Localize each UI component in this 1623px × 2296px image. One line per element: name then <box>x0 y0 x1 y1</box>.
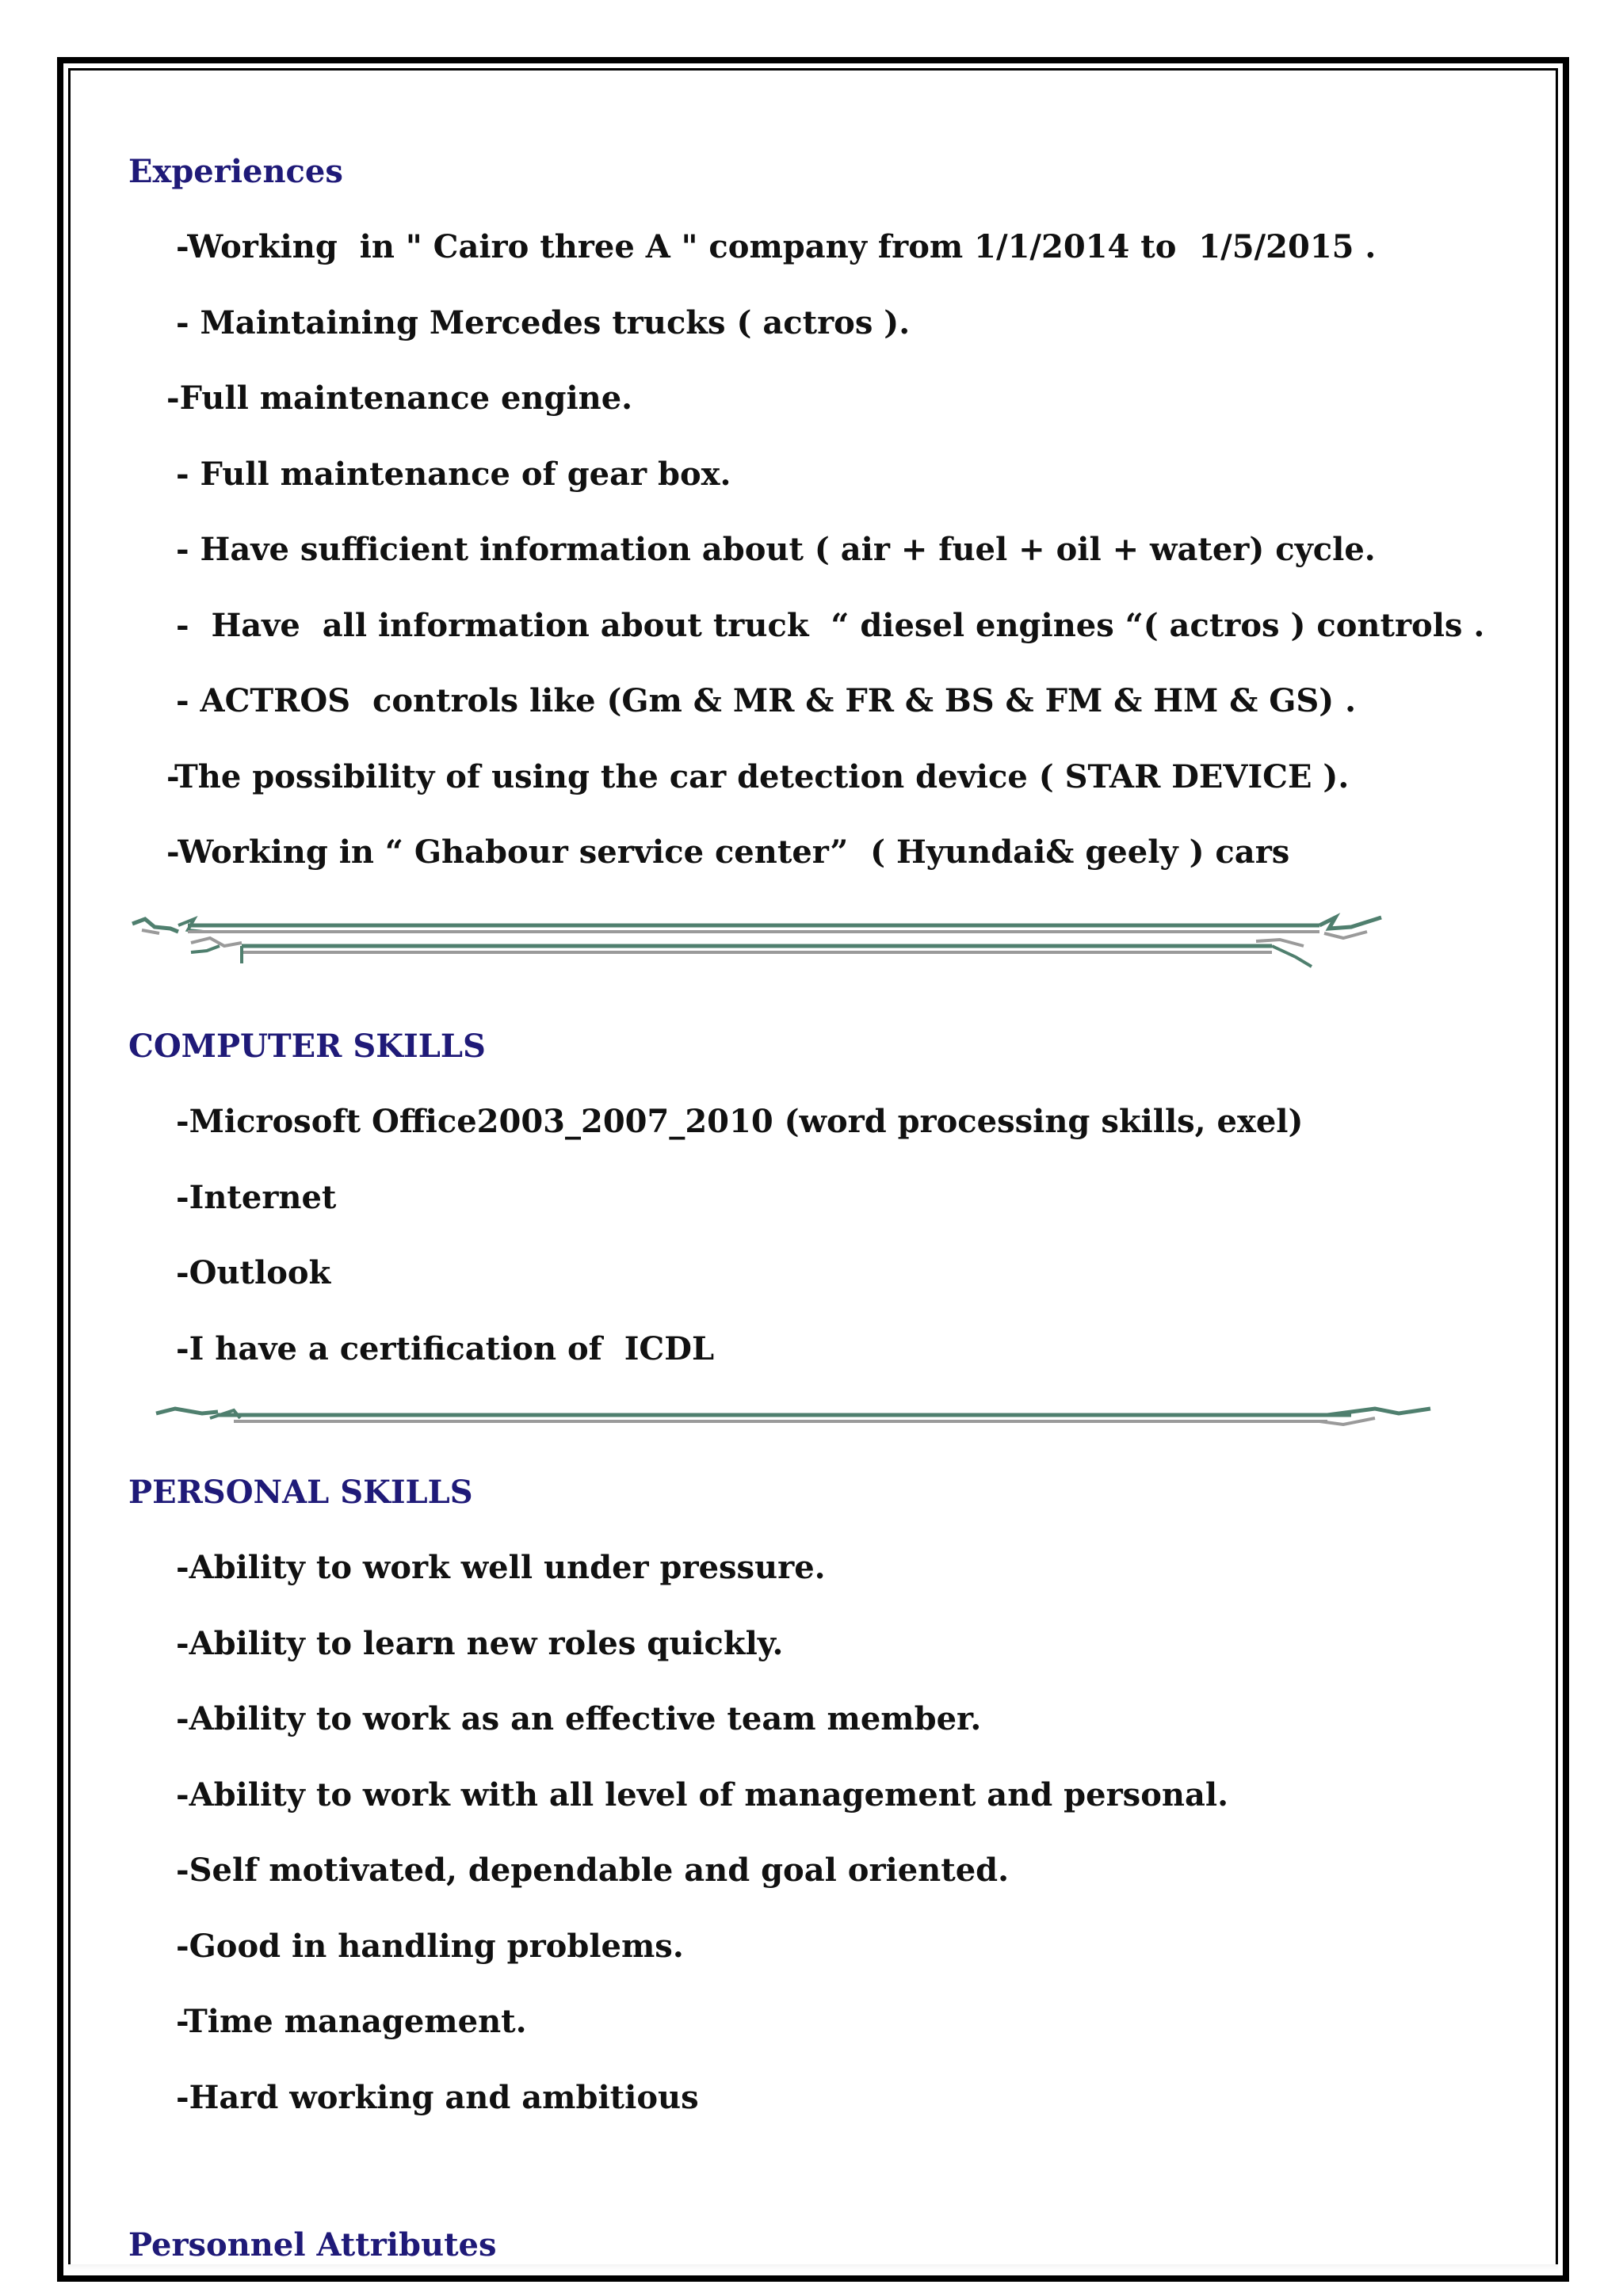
personnel-attributes-heading: Personnel Attributes <box>128 2226 497 2264</box>
experience-item: -Working in “ Ghabour service center” ( Hyundai& geely ) cars <box>166 833 1290 871</box>
experience-item: - ACTROS controls like (Gm & MR & FR & BS & FM & HM & GS) . <box>176 682 1357 719</box>
section-divider-ornament <box>131 911 1383 974</box>
personal-skill-item: -Time management. <box>176 2003 527 2040</box>
section-divider-ornament <box>155 1401 1438 1432</box>
personal-skill-item: -Ability to work with all level of management and personal. <box>176 1776 1228 1814</box>
experience-item: - Full maintenance of gear box. <box>176 456 731 493</box>
personal-skills-heading: PERSONAL SKILLS <box>128 1474 473 1511</box>
page-bottom-shade <box>68 2264 1558 2271</box>
experience-item: -Full maintenance engine. <box>166 379 633 417</box>
experience-item: - Maintaining Mercedes trucks ( actros ). <box>176 304 911 341</box>
experiences-heading: Experiences <box>128 153 343 190</box>
experience-item: - Have all information about truck “ diesel engines “( actros ) controls . <box>176 607 1485 644</box>
experience-item: - Have sufficient information about ( air + fuel + oil + water) cycle. <box>176 531 1376 568</box>
personal-skill-item: -Ability to work well under pressure. <box>176 1549 826 1586</box>
computer-skill-item: -Microsoft Office2003_2007_2010 (word processing skills, exel) <box>176 1103 1304 1140</box>
computer-skill-item: -Internet <box>176 1179 337 1216</box>
personal-skill-item: -Good in handling problems. <box>176 1928 684 1965</box>
experience-item: -The possibility of using the car detection device ( STAR DEVICE ). <box>166 758 1350 795</box>
experience-item: -Working in " Cairo three A " company from 1/1/2014 to 1/5/2015 . <box>176 228 1377 265</box>
computer-skill-item: -Outlook <box>176 1254 331 1291</box>
personal-skill-item: -Ability to learn new roles quickly. <box>176 1625 784 1662</box>
personal-skill-item: -Self motivated, dependable and goal oriented. <box>176 1852 1010 1889</box>
personal-skill-item: -Hard working and ambitious <box>176 2079 699 2116</box>
computer-skill-item: -I have a certification of ICDL <box>176 1330 715 1367</box>
computer-skills-heading: COMPUTER SKILLS <box>128 1028 486 1065</box>
personal-skill-item: -Ability to work as an effective team member. <box>176 1700 982 1737</box>
